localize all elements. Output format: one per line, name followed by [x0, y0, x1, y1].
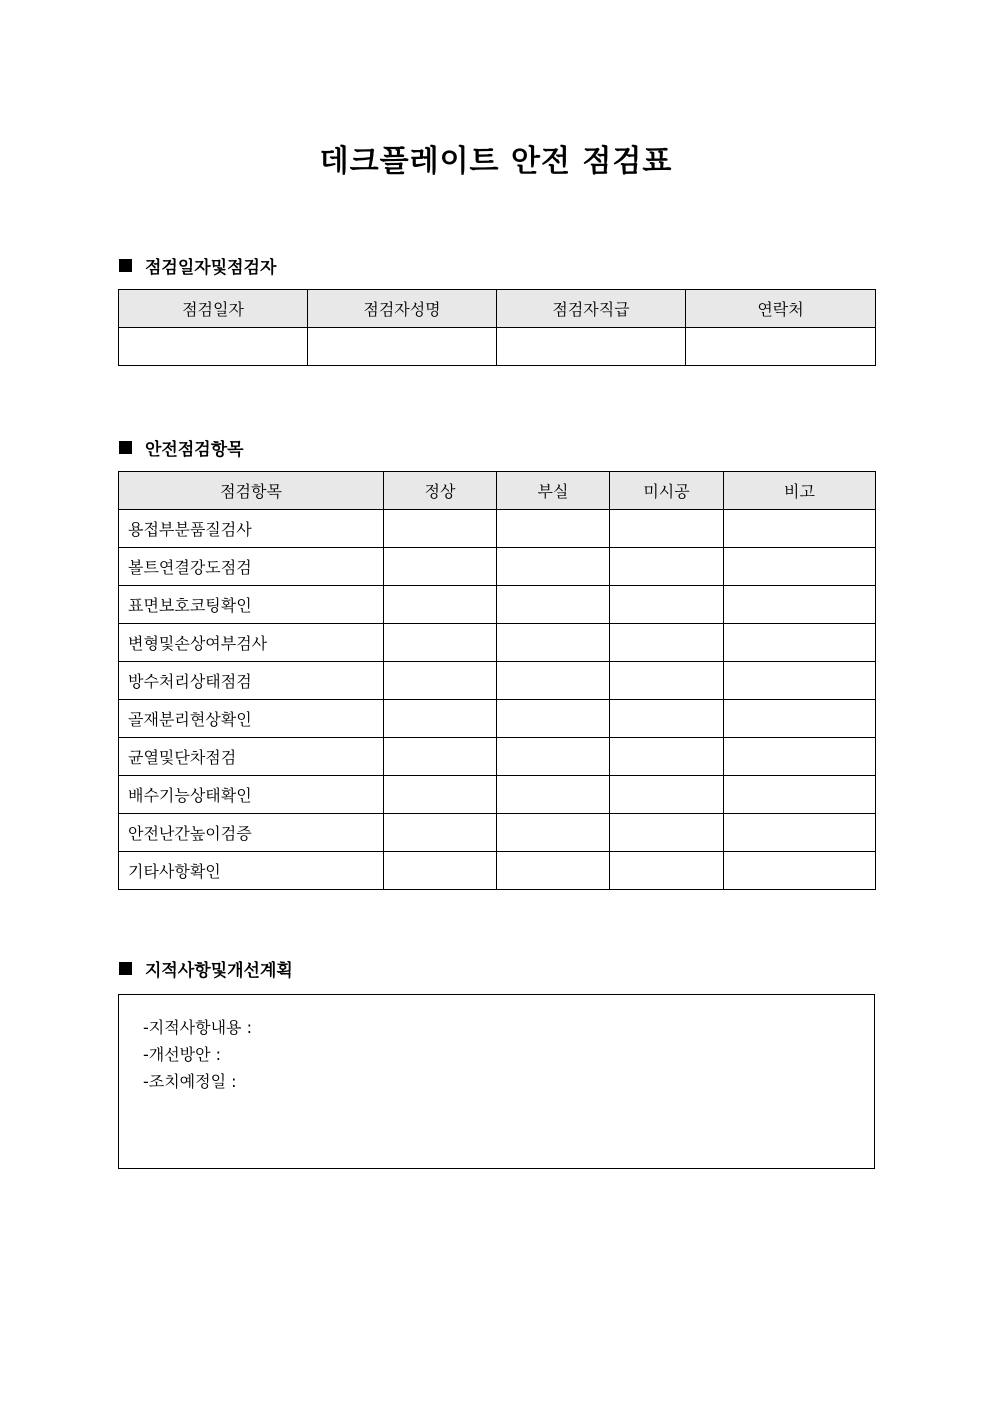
normal-cell[interactable]: [384, 738, 497, 776]
header-inspection-date: 점검일자: [119, 290, 308, 328]
section-heading-label: 안전점검항목: [145, 439, 244, 460]
table-header-row: [119, 290, 876, 328]
table-row: [119, 548, 876, 586]
not-installed-cell[interactable]: [610, 548, 724, 586]
table-row: [119, 700, 876, 738]
normal-cell[interactable]: [384, 776, 497, 814]
square-bullet-icon: [119, 962, 132, 975]
header-poor: 부실: [497, 472, 610, 510]
poor-cell[interactable]: [497, 852, 610, 890]
normal-cell[interactable]: [384, 700, 497, 738]
check-item-name: 기타사항확인: [119, 852, 384, 890]
check-item-name: 안전난간높이검증: [119, 814, 384, 852]
remarks-cell[interactable]: [724, 510, 876, 548]
table-row: [119, 586, 876, 624]
action-date-line: -조치예정일 :: [143, 1072, 237, 1091]
check-item-name: 배수기능상태확인: [119, 776, 384, 814]
not-installed-cell[interactable]: [610, 510, 724, 548]
table-row: [119, 510, 876, 548]
not-installed-cell[interactable]: [610, 624, 724, 662]
header-remarks: 비고: [724, 472, 876, 510]
table-header-row: [119, 472, 876, 510]
section-heading-label: 점검일자및점검자: [145, 257, 277, 278]
header-contact: 연락처: [686, 290, 876, 328]
not-installed-cell[interactable]: [610, 852, 724, 890]
header-not-installed: 미시공: [610, 472, 724, 510]
normal-cell[interactable]: [384, 814, 497, 852]
not-installed-cell[interactable]: [610, 814, 724, 852]
remarks-cell[interactable]: [724, 624, 876, 662]
table-row: [119, 776, 876, 814]
remarks-cell[interactable]: [724, 738, 876, 776]
inspection-date-cell[interactable]: [119, 328, 308, 366]
improvement-plan-line: -개선방안 :: [143, 1045, 222, 1064]
normal-cell[interactable]: [384, 548, 497, 586]
findings-content-line: -지적사항내용 :: [143, 1018, 252, 1037]
page-title: 데크플레이트 안전 점검표: [319, 144, 673, 179]
not-installed-cell[interactable]: [610, 738, 724, 776]
section-heading-checklist: [119, 435, 244, 459]
poor-cell[interactable]: [497, 738, 610, 776]
not-installed-cell[interactable]: [610, 586, 724, 624]
normal-cell[interactable]: [384, 510, 497, 548]
not-installed-cell[interactable]: [610, 700, 724, 738]
header-inspector-rank: 점검자직급: [497, 290, 686, 328]
table-row: [119, 738, 876, 776]
contact-cell[interactable]: [686, 328, 876, 366]
section-heading-findings: [119, 956, 293, 980]
normal-cell[interactable]: [384, 624, 497, 662]
check-item-name: 용접부분품질검사: [119, 510, 384, 548]
section-heading-label: 지적사항및개선계획: [145, 960, 293, 981]
table-row: [119, 328, 876, 366]
check-item-name: 볼트연결강도점검: [119, 548, 384, 586]
section-heading-inspection-info: [119, 253, 276, 277]
poor-cell[interactable]: [497, 624, 610, 662]
inspector-rank-cell[interactable]: [497, 328, 686, 366]
remarks-cell[interactable]: [724, 586, 876, 624]
checklist-table: [118, 471, 876, 890]
poor-cell[interactable]: [497, 776, 610, 814]
header-check-item: 점검항목: [119, 472, 384, 510]
findings-notes-box[interactable]: [118, 994, 875, 1169]
normal-cell[interactable]: [384, 586, 497, 624]
remarks-cell[interactable]: [724, 548, 876, 586]
check-item-name: 표면보호코팅확인: [119, 586, 384, 624]
remarks-cell[interactable]: [724, 700, 876, 738]
inspector-name-cell[interactable]: [308, 328, 497, 366]
poor-cell[interactable]: [497, 662, 610, 700]
inspection-info-table: [118, 289, 876, 366]
square-bullet-icon: [119, 441, 132, 454]
poor-cell[interactable]: [497, 586, 610, 624]
table-row: [119, 852, 876, 890]
remarks-cell[interactable]: [724, 852, 876, 890]
poor-cell[interactable]: [497, 814, 610, 852]
not-installed-cell[interactable]: [610, 776, 724, 814]
table-row: [119, 624, 876, 662]
normal-cell[interactable]: [384, 852, 497, 890]
square-bullet-icon: [119, 259, 132, 272]
not-installed-cell[interactable]: [610, 662, 724, 700]
header-inspector-name: 점검자성명: [308, 290, 497, 328]
normal-cell[interactable]: [384, 662, 497, 700]
poor-cell[interactable]: [497, 510, 610, 548]
check-item-name: 균열및단차점검: [119, 738, 384, 776]
poor-cell[interactable]: [497, 548, 610, 586]
table-row: [119, 814, 876, 852]
check-item-name: 골재분리현상확인: [119, 700, 384, 738]
check-item-name: 방수처리상태점검: [119, 662, 384, 700]
remarks-cell[interactable]: [724, 814, 876, 852]
remarks-cell[interactable]: [724, 662, 876, 700]
table-row: [119, 662, 876, 700]
remarks-cell[interactable]: [724, 776, 876, 814]
header-normal: 정상: [384, 472, 497, 510]
poor-cell[interactable]: [497, 700, 610, 738]
check-item-name: 변형및손상여부검사: [119, 624, 384, 662]
